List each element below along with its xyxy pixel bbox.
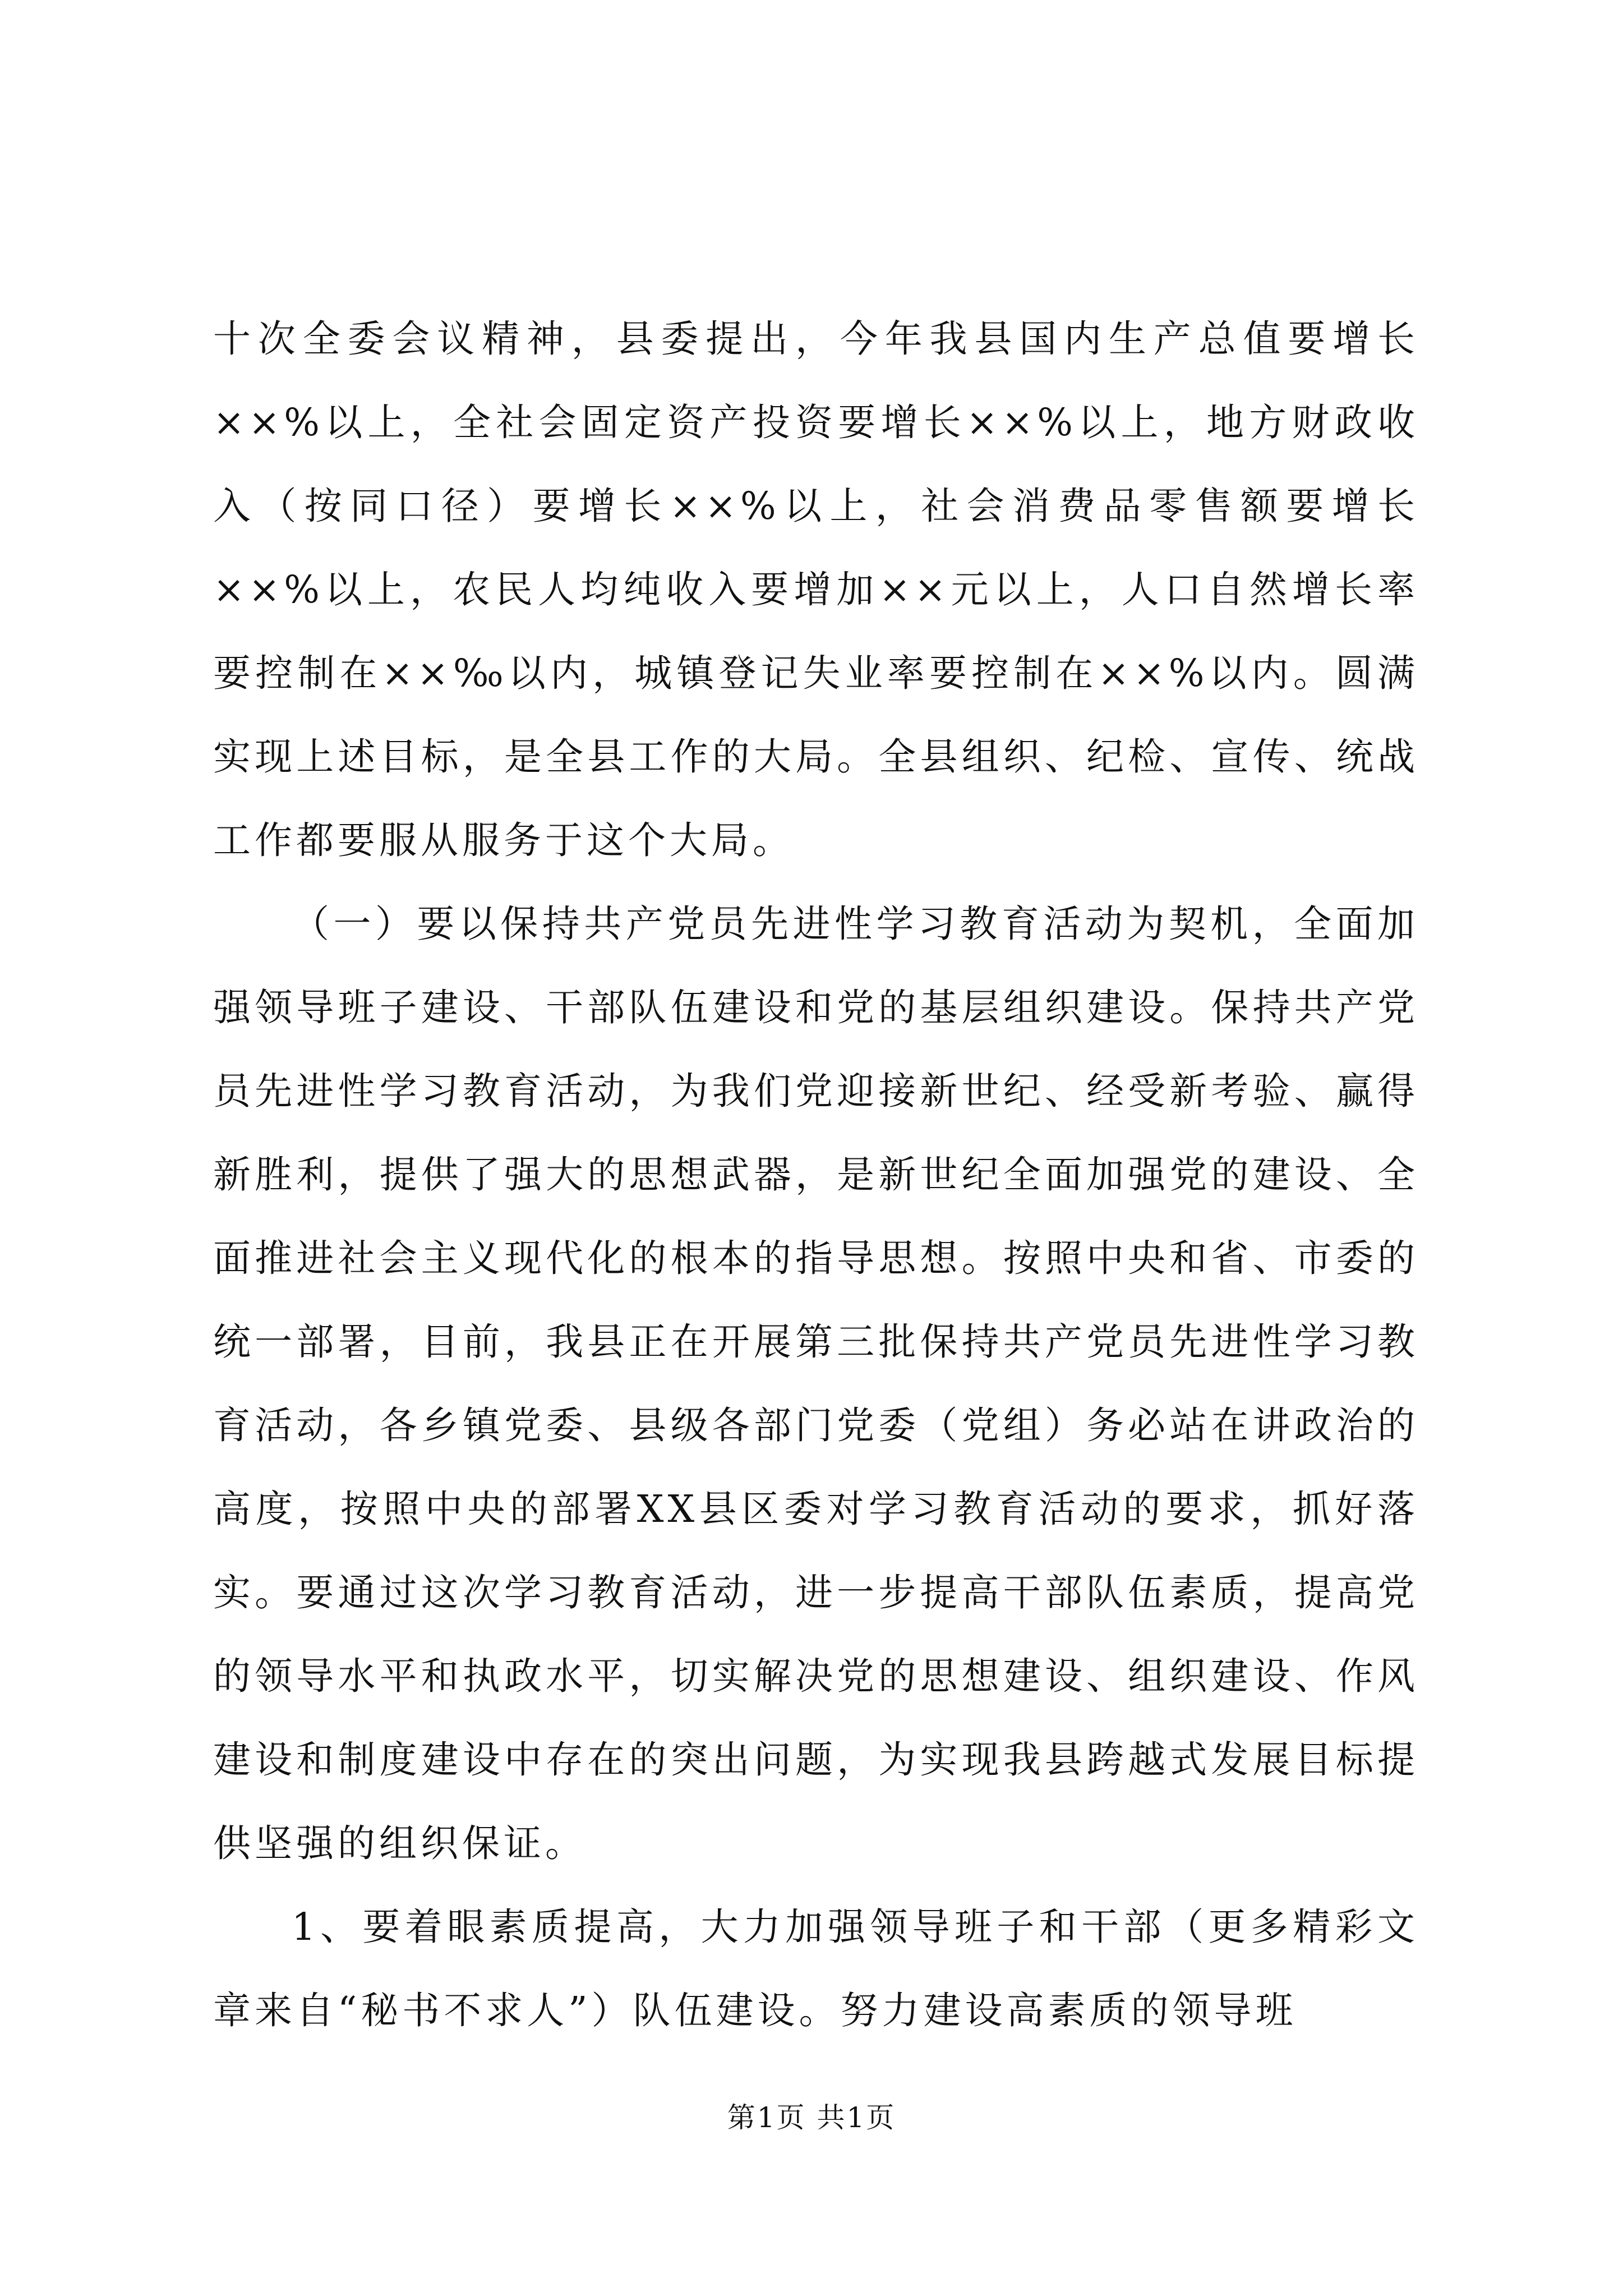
page-footer: 第1页 共1页 (727, 2101, 896, 2134)
paragraph-3: 1、要着眼素质提高，大力加强领导班子和干部（更多精彩文章来自“秘书不求人”）队伍建设。努力建设高素质的领导班 (213, 1905, 1419, 2032)
paragraph-2: （一）要以保持共产党员先进性学习教育活动为契机，全面加强领导班子建设、干部队伍建设和党的基层组织建设。保持共产党员先进性学习教育活动，为我们党迎接新世纪、经受新考验、赢得新胜利，提供了强大的思想武器，是新世纪全面加强党的建设、全面推进社会主义现代化的根本的指导思想。按照中央和省、市委的统一部署，目前，我县正在开展第三批保持共产党员先进性学习教育活动，各乡镇党委、县级各部门党委（党组）务必站在讲政治的高度，按照中央的部署XX县区委对学习教育活动的要求，抓好落实。要通过这次学习教育活动，进一步提高干部队伍素质，提高党的领导水平和执政水平，切实解决党的思想建设、组织建设、作风建设和制度建设中存在的突出问题，为实现我县跨越式发展目标提供坚强的组织保证。 (213, 902, 1419, 1865)
document-body (213, 297, 1419, 2053)
paragraph-1: 十次全委会议精神，县委提出，今年我县国内生产总值要增长××%以上，全社会固定资产投资要增长××%以上，地方财政收入（按同口径）要增长××%以上，社会消费品零售额要增长××%以上，农民人均纯收入要增加××元以上，人口自然增长率要控制在××‰以内，城镇登记失业率要控制在××%以内。圆满实现上述目标，是全县工作的大局。全县组织、纪检、宣传、统战工作都要服从服务于这个大局。 (213, 317, 1419, 862)
